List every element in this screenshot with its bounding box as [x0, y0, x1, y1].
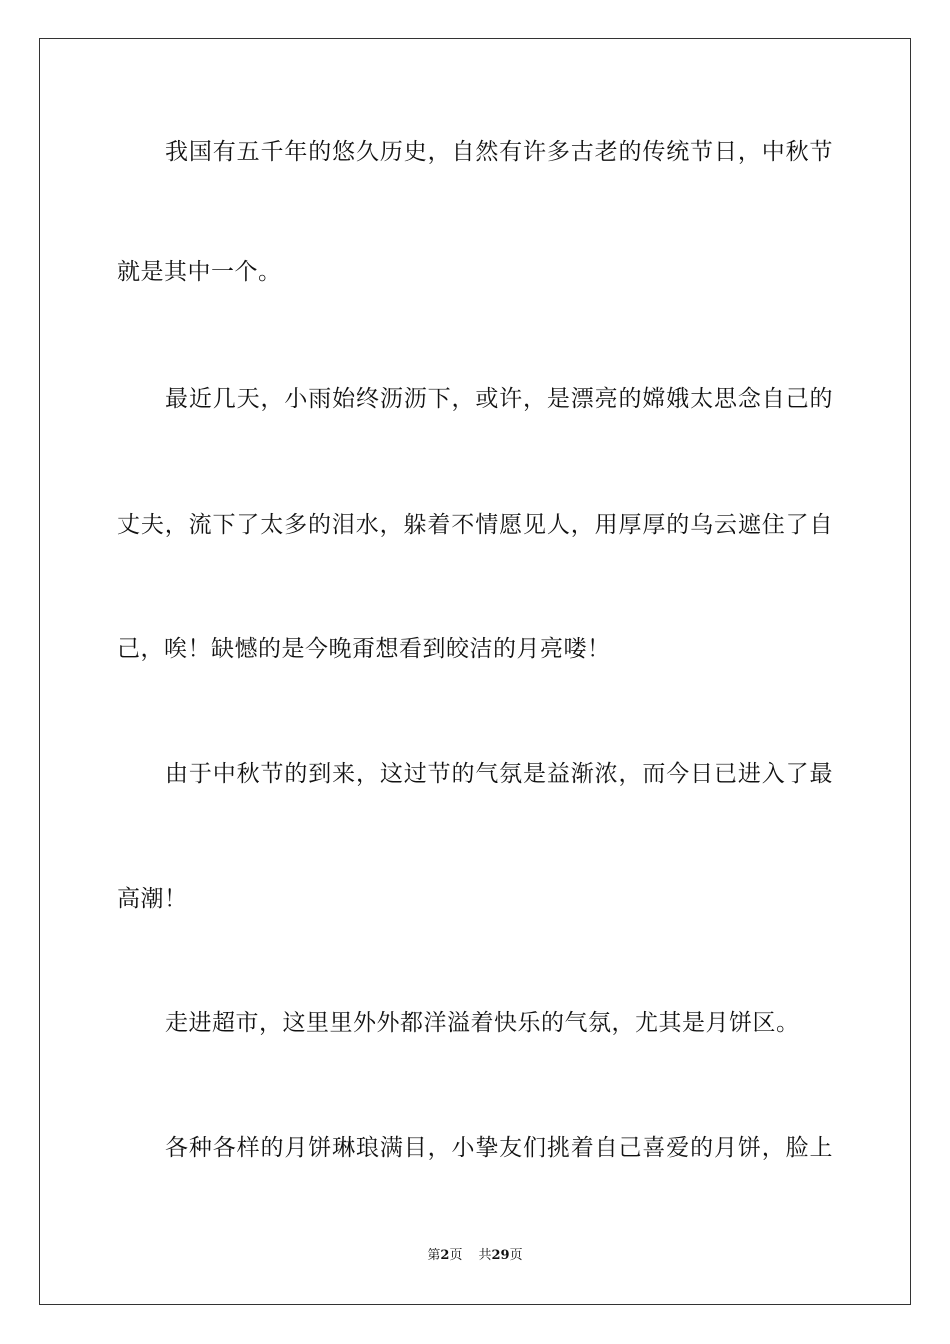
paragraph-line-2: 就是其中一个。 [117, 259, 282, 285]
paragraph-line-6: 由于中秋节的到来，这过节的气氛是益渐浓，而今日已进入了最 [165, 761, 833, 787]
paragraph-line-8: 走进超市，这里里外外都洋溢着快乐的气氛，尤其是月饼区。 [165, 1010, 800, 1036]
footer-page-prefix: 第 [427, 1248, 441, 1263]
footer-total-suffix: 页 [509, 1248, 523, 1263]
paragraph-line-4: 丈夫，流下了太多的泪水，躲着不情愿见人，用厚厚的乌云遮住了自 [117, 512, 833, 538]
paragraph-line-1: 我国有五千年的悠久历史，自然有许多古老的传统节日，中秋节 [165, 139, 833, 165]
paragraph-line-9: 各种各样的月饼琳琅满目，小挚友们挑着自己喜爱的月饼，脸上 [165, 1135, 833, 1161]
page-footer [0, 1247, 950, 1265]
footer-total-prefix: 共 [478, 1248, 492, 1263]
paragraph-line-7: 高潮！ [117, 886, 188, 912]
page-frame [39, 38, 911, 1305]
footer-page-suffix: 页 [449, 1248, 463, 1263]
footer-total-pages: 29 [491, 1248, 510, 1263]
paragraph-line-5: 己，唉！缺憾的是今晚甭想看到皎洁的月亮喽！ [117, 636, 611, 662]
footer-page-number: 2 [440, 1248, 450, 1263]
paragraph-line-3: 最近几天，小雨始终沥沥下，或许，是漂亮的嫦娥太思念自己的 [165, 386, 833, 412]
